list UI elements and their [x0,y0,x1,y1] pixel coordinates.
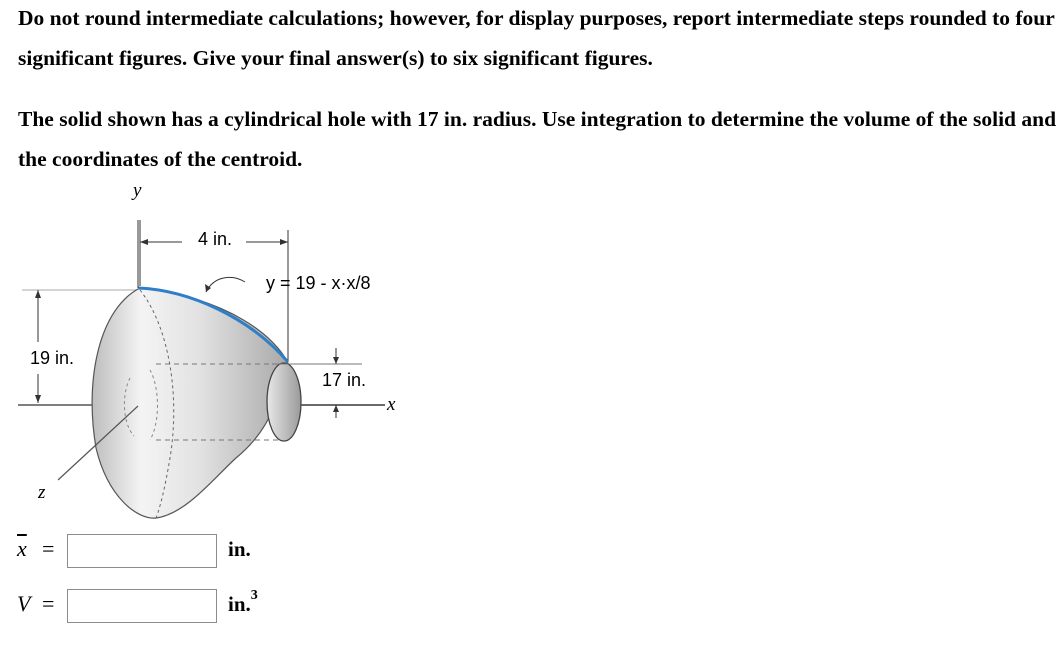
rounding-instructions: Do not round intermediate calculations; however, for display purposes, report intermediate steps rounded to four significant figures. Give your final answer(s) to six significant figures. [18,6,1055,70]
xbar-symbol: $\overline{x}$ [17,536,27,561]
dim-top-label: 4 in. [198,229,233,249]
z-axis-label: z [38,482,46,503]
volume-symbol: V [17,591,31,616]
xbar-unit: in. [228,537,251,561]
curve-equation-label: y = 19 - x·x/8 [266,273,371,293]
volume-unit-exponent: 3 [250,588,258,603]
problem-statement: The solid shown has a cylindrical hole with 17 in. radius. Use integration to determine the volume of the solid and the coordinates of the centroid. [18,107,1057,171]
solid-figure [0,178,420,528]
volume-unit [228,588,258,617]
dim-hole-label: 17 in. [322,370,367,390]
volume-unit-text: in. [228,592,251,616]
xbar-equals: = [42,536,55,561]
y-axis-label: y [133,180,142,201]
volume-input[interactable] [67,589,217,623]
dim-height-label: 19 in. [30,348,75,368]
x-axis-label: x [387,394,396,415]
volume-equals: = [42,591,55,616]
xbar-input[interactable] [67,534,217,568]
